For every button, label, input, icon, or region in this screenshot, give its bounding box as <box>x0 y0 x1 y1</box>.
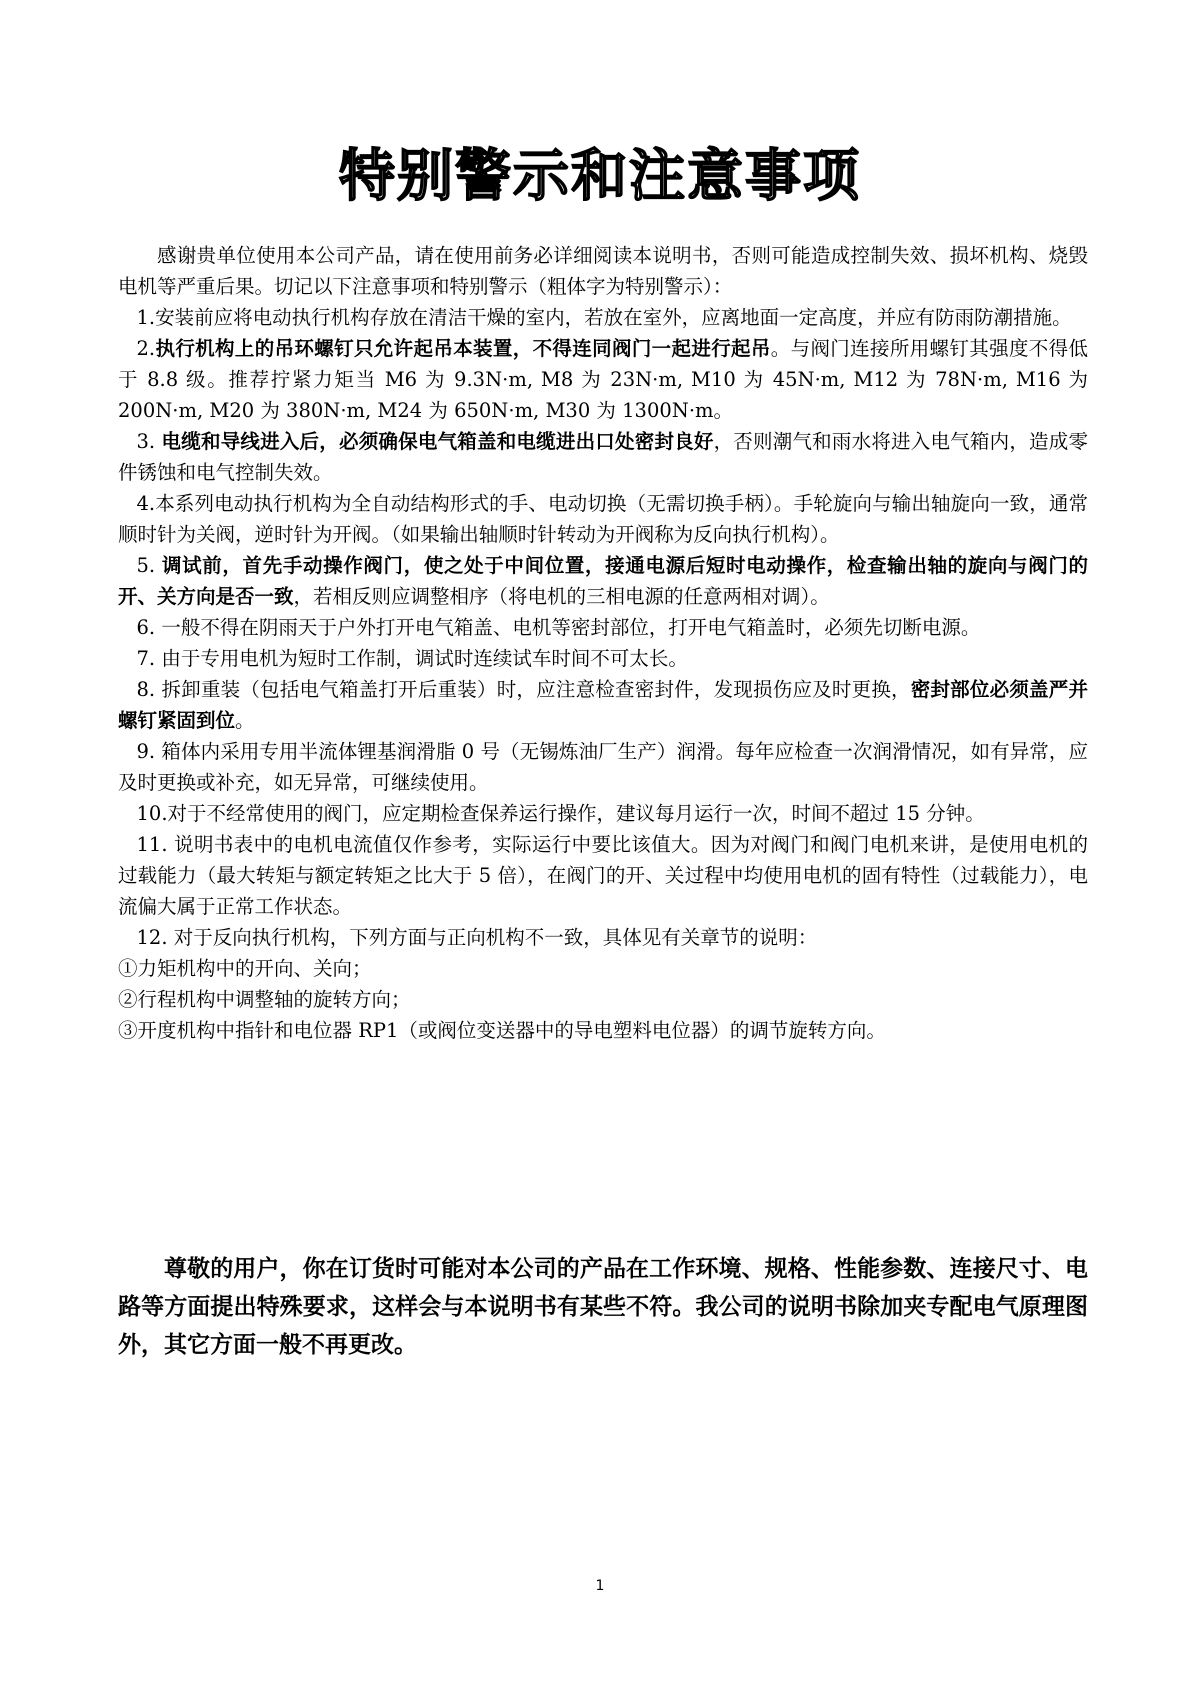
item-3-lead: 3. <box>136 430 162 453</box>
item-1-text: 1.安装前应将电动执行机构存放在清洁干燥的室内，若放在室外，应离地面一定高度，并应有防雨防潮措施。 <box>136 306 1072 329</box>
notice-item-1 <box>118 302 1088 333</box>
item-9-text: 9. 箱体内采用专用半流体锂基润滑脂 0 号（无锡炼油厂生产）润滑。每年应检查一次润滑情况，如有异常，应及时更换或补充，如无异常，可继续使用。 <box>118 740 1088 794</box>
sub-item-1: ①力矩机构中的开向、关向； <box>118 957 372 980</box>
item-2-text: 。与阀门连接所用螺钉其强度不得低于 8.8 级。推荐拧紧力矩当 M6 为 9.3N·m, M8 为 23N·m, M10 为 45N·m, M12 为 78N·m, M16 为 200N·m, M20 为 380N·m, M24 为 650N·m, M30 为 1300N·m。 <box>118 337 1088 422</box>
notice-item-4 <box>118 488 1088 550</box>
notice-item-10 <box>118 798 1088 829</box>
item-6-text: 6. 一般不得在阴雨天于户外打开电气箱盖、电机等密封部位，打开电气箱盖时，必须先切断电源。 <box>136 616 981 639</box>
item-5-warning: 调试前，首先手动操作阀门，使之处于中间位置，接通电源后短时电动操作，检查输出轴的旋向与阀门的开、关方向是否一致 <box>118 554 1088 608</box>
item-5-text: ，若相反则应调整相序（将电机的三相电源的任意两相对调）。 <box>293 585 830 608</box>
page-number: 1 <box>595 1578 605 1594</box>
item-3-warning: 电缆和导线进入后，必须确保电气箱盖和电缆进出口处密封良好 <box>161 430 714 453</box>
item-7-text: 7. 由于专用电机为短时工作制，调试时连续试车时间不可太长。 <box>136 647 688 670</box>
closing-notice: 尊敬的用户，你在订货时可能对本公司的产品在工作环境、规格、性能参数、连接尺寸、电路等方面提出特殊要求，这样会与本说明书有某些不符。我公司的说明书除加夹专配电气原理图外，其它方面一般不再更改。 <box>118 1256 1088 1358</box>
notice-item-9 <box>118 736 1088 798</box>
item-8-text: 。 <box>235 709 255 732</box>
notice-item-11 <box>118 829 1088 922</box>
sub-item-3: ③开度机构中指针和电位器 RP1（或阀位变送器中的导电塑料电位器）的调节旋转方向。 <box>118 1019 886 1042</box>
item-11-text: 11. 说明书表中的电机电流值仅作参考，实际运行中要比该值大。因为对阀门和阀门电机来讲，是使用电机的过载能力（最大转矩与额定转矩之比大于 5 倍），在阀门的开、关过程中均使用电机的固有特性（过载能力），电流偏大属于正常工作状态。 <box>118 833 1088 918</box>
notice-item-7 <box>118 643 1088 674</box>
notice-body <box>118 240 1088 1046</box>
item-5-lead: 5. <box>136 554 162 577</box>
sub-item-2: ②行程机构中调整轴的旋转方向； <box>118 988 411 1011</box>
item-2-warning: 执行机构上的吊环螺钉只允许起吊本装置，不得连同阀门一起进行起吊 <box>155 337 771 360</box>
notice-item-6 <box>118 612 1088 643</box>
item-8-lead: 8. 拆卸重装（包括电气箱盖打开后重装）时，应注意检查密封件，发现损伤应及时更换， <box>136 678 911 701</box>
item-3-text: ，否则潮气和雨水将进入电气箱内，造成零件锈蚀和电气控制失效。 <box>118 430 1088 484</box>
notice-item-5 <box>118 550 1088 612</box>
intro-paragraph: 感谢贵单位使用本公司产品，请在使用前务必详细阅读本说明书，否则可能造成控制失效、损坏机构、烧毁电机等严重后果。切记以下注意事项和特别警示（粗体字为特别警示）： <box>118 244 1088 298</box>
item-2-lead: 2. <box>136 337 156 360</box>
notice-item-2 <box>118 333 1088 426</box>
item-10-text: 10.对于不经常使用的阀门，应定期检查保养运行操作，建议每月运行一次，时间不超过 15 分钟。 <box>136 802 985 825</box>
notice-item-3 <box>118 426 1088 488</box>
notice-item-8 <box>118 674 1088 736</box>
item-12-text: 12. 对于反向执行机构，下列方面与正向机构不一致，具体见有关章节的说明： <box>136 926 818 949</box>
page-title: 特别警示和注意事项 <box>339 144 861 209</box>
notice-item-12 <box>118 922 1088 953</box>
item-4-text: 4.本系列电动执行机构为全自动结构形式的手、电动切换（无需切换手柄）。手轮旋向与输出轴旋向一致，通常顺时针为关阀，逆时针为开阀。（如果输出轴顺时针转动为开阀称为反向执行机构）。 <box>118 492 1088 546</box>
item-8-warning: 密封部位必须盖严并螺钉紧固到位 <box>118 678 1088 732</box>
